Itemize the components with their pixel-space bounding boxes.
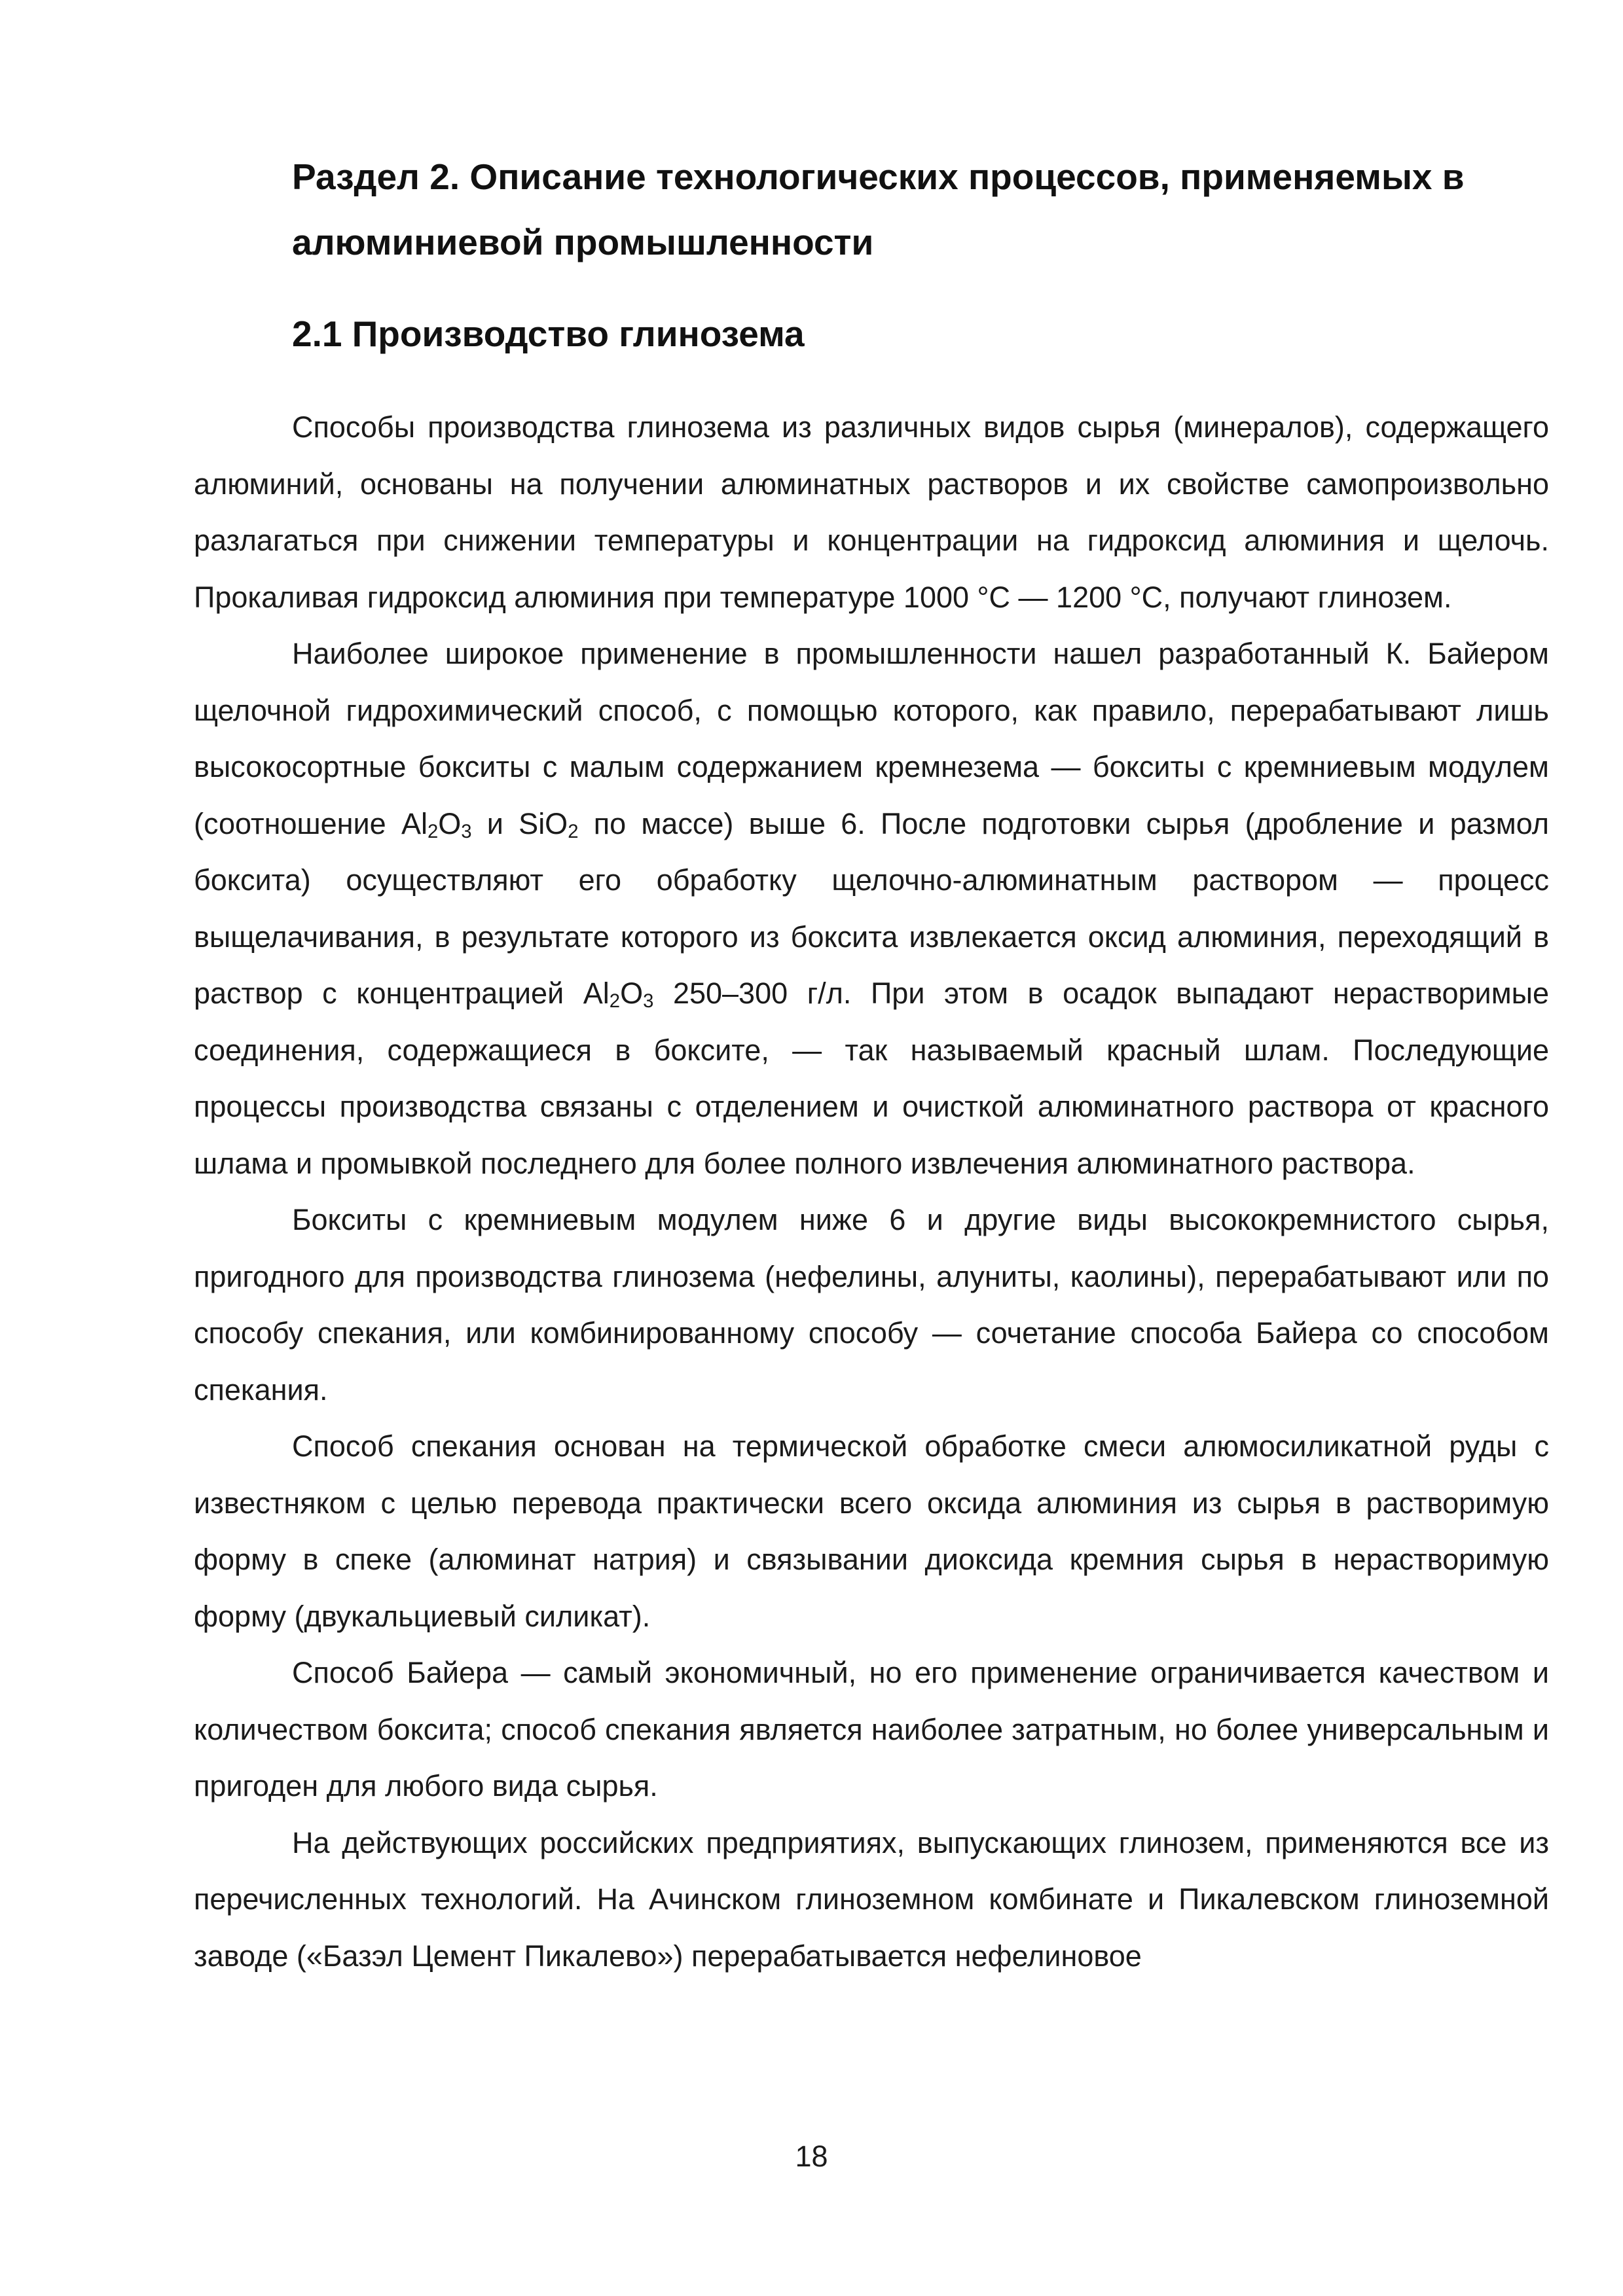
subscript: 3 <box>643 990 654 1012</box>
subscript: 2 <box>609 990 621 1012</box>
subscript: 2 <box>427 821 439 842</box>
paragraph-2-text: O <box>620 977 644 1010</box>
page-body <box>194 144 1549 1984</box>
paragraph-5: Способ Байера — самый экономичный, но его применение ограничивается качеством и количеством боксита; способ спекания является наиболее затратным, но более универсальным и пригоден для любого вида сырья. <box>194 1656 1549 1803</box>
paragraph-2-text: и SiO <box>471 806 568 840</box>
subsection-title: 2.1 Производство глинозема <box>292 314 805 354</box>
paragraph-2-text: Наиболее широкое применение в промышленности нашел разработанный К. Байером щелочной гидрохимический способ, с помощью которого, как правило, перерабатывают лишь высокосортные бокситы с малым содержанием кремнезема — бокситы с кремниевым модулем (соотношение Al <box>194 637 1549 840</box>
paragraph-6: На действующих российских предприятиях, выпускающих глинозем, применяются все из перечисленных технологий. На Ачинском глиноземном комбинате и Пикалевском глиноземной заводе («Базэл Цемент Пикалево») перерабатывается нефелиновое <box>194 1825 1549 1973</box>
paragraph-2-text: O <box>438 806 462 840</box>
subscript: 2 <box>568 821 579 842</box>
paragraph-4: Способ спекания основан на термической обработке смеси алюмосиликатной руды с известняком с целью перевода практически всего оксида алюминия из сырья в растворимую форму в спеке (алюминат натрия) и связывании диоксида кремния сырья в нерастворимую форму (двукальциевый силикат). <box>194 1429 1549 1633</box>
paragraph-3: Бокситы с кремниевым модулем ниже 6 и другие виды высококремнистого сырья, пригодного для производства глинозема (нефелины, алуниты, каолины), перерабатывают или по способу спекания, или комбинированному способу — сочетание способа Байера со способом спекания. <box>194 1203 1549 1407</box>
paragraph-2-text: по массе) выше 6. После подготовки сырья (дробление и размол боксита) осуществляют его обработку щелочно-алюминатным раствором — процесс выщелачивания, в результате которого из боксита извлекается оксид алюминия, переходящий в раствор с концентрацией Al <box>194 806 1549 1010</box>
subscript: 3 <box>461 821 472 842</box>
paragraph-2 <box>194 626 1549 1192</box>
paragraph-1: Способы производства глинозема из различных видов сырья (минералов), содержащего алюминий, основаны на получении алюминатных растворов и их свойстве самопроизвольно разлагаться при снижении температуры и концентрации на гидроксид алюминия и щелочь. Прокаливая гидроксид алюминия при температуре 1000 °С — 1200 °С, получают глинозем. <box>194 410 1549 614</box>
section-title: Раздел 2. Описание технологических процессов, применяемых в алюминиевой промышленности <box>292 156 1465 262</box>
paragraph-2-text: 250–300 г/л. При этом в осадок выпадают нерастворимые соединения, содержащиеся в боксите, — так называемый красный шлам. Последующие процессы производства связаны с отделением и очисткой алюминатного раствора от красного шлама и промывкой последнего для более полного извлечения алюминатного раствора. <box>194 977 1550 1180</box>
page-number: 18 <box>795 2140 828 2173</box>
